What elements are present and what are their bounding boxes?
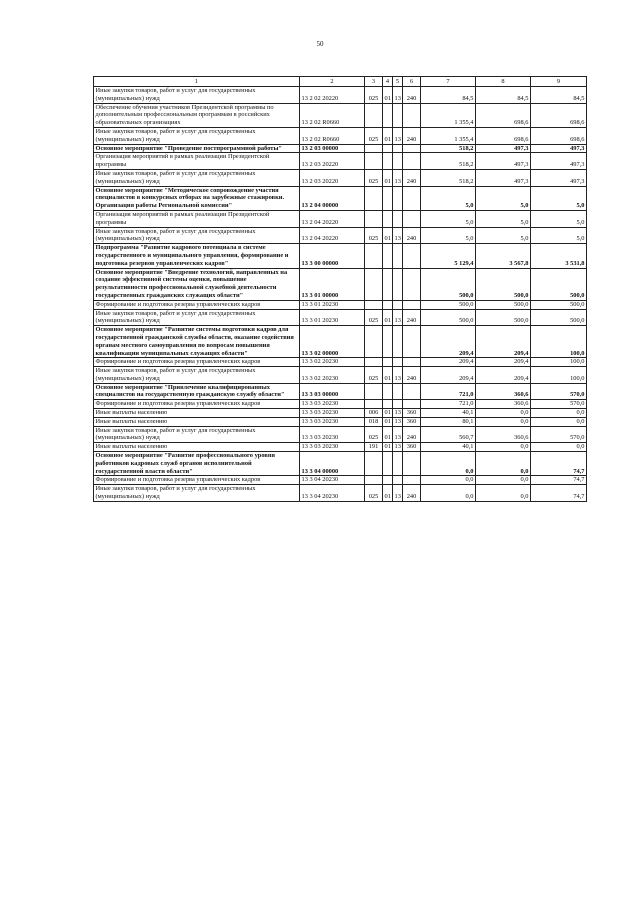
row-value-7-cell: 80,1 — [421, 417, 476, 426]
header-cell: 9 — [531, 77, 587, 87]
row-name-cell: Основное мероприятие "Проведение постпрограммной работы" — [94, 144, 300, 153]
row-value-8-cell: 209,4 — [476, 358, 531, 367]
row-type-cell: 240 — [403, 227, 421, 244]
table-row — [94, 210, 587, 227]
row-name-cell: Иные закупки товаров, работ и услуг для государственных (муниципальных) нужд — [94, 87, 300, 104]
row-subsection-cell — [393, 210, 403, 227]
row-value-9-cell: 74,7 — [531, 476, 587, 485]
row-type-cell — [403, 358, 421, 367]
row-section-cell — [383, 153, 393, 170]
row-value-7-cell: 1 355,4 — [421, 103, 476, 127]
table-row — [94, 326, 587, 358]
row-code-cell: 13 3 01 00000 — [300, 268, 365, 300]
row-code-cell: 13 3 04 20230 — [300, 485, 365, 502]
row-value-9-cell: 500,0 — [531, 268, 587, 300]
row-value-7-cell: 500,0 — [421, 309, 476, 326]
row-admin-cell — [365, 358, 383, 367]
row-type-cell — [403, 103, 421, 127]
row-value-9-cell: 497,3 — [531, 144, 587, 153]
table-body — [94, 87, 587, 502]
row-value-9-cell: 84,5 — [531, 87, 587, 104]
row-value-8-cell: 500,0 — [476, 300, 531, 309]
row-admin-cell: 025 — [365, 485, 383, 502]
header-cell: 8 — [476, 77, 531, 87]
row-name-cell: Иные выплаты населению — [94, 443, 300, 452]
row-name-cell: Иные выплаты населению — [94, 409, 300, 418]
row-code-cell: 13 2 02 R0660 — [300, 127, 365, 144]
row-type-cell — [403, 153, 421, 170]
table-row — [94, 300, 587, 309]
row-value-8-cell: 5,0 — [476, 210, 531, 227]
row-value-9-cell: 497,3 — [531, 169, 587, 186]
row-name-cell: Формирование и подготовка резерва управленческих кадров — [94, 476, 300, 485]
row-subsection-cell — [393, 476, 403, 485]
row-value-9-cell: 0,0 — [531, 443, 587, 452]
row-section-cell: 01 — [383, 367, 393, 384]
row-type-cell — [403, 326, 421, 358]
row-value-7-cell: 40,1 — [421, 443, 476, 452]
row-name-cell: Иные закупки товаров, работ и услуг для государственных (муниципальных) нужд — [94, 309, 300, 326]
row-type-cell: 240 — [403, 127, 421, 144]
row-value-8-cell: 3 567,8 — [476, 244, 531, 268]
row-value-8-cell: 500,0 — [476, 268, 531, 300]
header-cell: 3 — [365, 77, 383, 87]
row-code-cell: 13 2 03 20220 — [300, 169, 365, 186]
row-value-7-cell: 209,4 — [421, 326, 476, 358]
row-section-cell: 01 — [383, 227, 393, 244]
row-value-7-cell: 5,0 — [421, 210, 476, 227]
table-row — [94, 186, 587, 210]
row-name-cell: Основное мероприятие "Развитие системы подготовки кадров для государственной гражданской службы области, оказание содействия органам местного самоуправления по вопросам повышения квалификации муниципальных служащих области" — [94, 326, 300, 358]
row-value-9-cell: 500,0 — [531, 309, 587, 326]
row-admin-cell — [365, 268, 383, 300]
row-admin-cell: 191 — [365, 443, 383, 452]
row-name-cell: Организация мероприятий в рамках реализации Президентской программы — [94, 210, 300, 227]
row-value-7-cell: 721,0 — [421, 400, 476, 409]
row-name-cell: Формирование и подготовка резерва управленческих кадров — [94, 400, 300, 409]
row-code-cell: 13 2 04 00000 — [300, 186, 365, 210]
row-name-cell: Организация мероприятий в рамках реализации Президентской программы — [94, 153, 300, 170]
row-admin-cell — [365, 452, 383, 476]
row-subsection-cell — [393, 300, 403, 309]
row-name-cell: Основное мероприятие "Развитие профессионального уровня работников кадровых служб органов исполнительной государственной власти области" — [94, 452, 300, 476]
row-admin-cell — [365, 300, 383, 309]
row-value-8-cell: 0,0 — [476, 476, 531, 485]
row-name-cell: Основное мероприятие "Привлечение квалифицированных специалистов на государственную гражданскую службу области" — [94, 383, 300, 400]
row-admin-cell: 018 — [365, 417, 383, 426]
row-section-cell: 01 — [383, 169, 393, 186]
row-section-cell — [383, 186, 393, 210]
row-section-cell: 01 — [383, 485, 393, 502]
row-code-cell: 13 2 04 20220 — [300, 210, 365, 227]
row-subsection-cell: 13 — [393, 309, 403, 326]
table-row — [94, 244, 587, 268]
row-subsection-cell — [393, 103, 403, 127]
row-section-cell — [383, 244, 393, 268]
row-value-7-cell: 0,0 — [421, 485, 476, 502]
row-subsection-cell: 13 — [393, 127, 403, 144]
row-admin-cell: 025 — [365, 367, 383, 384]
header-cell: 6 — [403, 77, 421, 87]
row-value-8-cell: 360,6 — [476, 383, 531, 400]
row-value-8-cell: 0,0 — [476, 409, 531, 418]
row-type-cell — [403, 186, 421, 210]
row-code-cell: 13 3 00 00000 — [300, 244, 365, 268]
table-row — [94, 443, 587, 452]
row-type-cell: 240 — [403, 426, 421, 443]
page-number: 50 — [316, 40, 324, 48]
row-name-cell: Иные закупки товаров, работ и услуг для государственных (муниципальных) нужд — [94, 485, 300, 502]
row-value-7-cell: 1 355,4 — [421, 127, 476, 144]
row-subsection-cell — [393, 153, 403, 170]
row-admin-cell: 025 — [365, 87, 383, 104]
row-name-cell: Основное мероприятие "Методическое сопровождение участия специалистов в конкурсных отборах на зарубежные стажировки. Организация работы Региональной комиссии" — [94, 186, 300, 210]
row-subsection-cell — [393, 400, 403, 409]
row-section-cell — [383, 210, 393, 227]
row-code-cell: 13 2 03 00000 — [300, 144, 365, 153]
row-value-9-cell: 3 531,8 — [531, 244, 587, 268]
row-subsection-cell — [393, 452, 403, 476]
row-value-9-cell: 100,0 — [531, 367, 587, 384]
row-section-cell: 01 — [384, 443, 391, 451]
row-value-7-cell: 0,0 — [421, 476, 476, 485]
table-row — [94, 426, 587, 443]
row-value-9-cell: 100,0 — [531, 326, 587, 358]
row-value-7-cell: 721,0 — [421, 383, 476, 400]
row-code-cell: 13 3 03 00000 — [300, 383, 365, 400]
header-row — [94, 77, 587, 87]
row-section-cell: 01 — [384, 417, 391, 425]
row-name-cell: Основное мероприятие "Внедрение технологий, направленных на создание эффективной системы оценки, повышение результативности профессиональной служебной деятельности государственных гражданских служащих области" — [94, 268, 300, 300]
table-row — [94, 87, 587, 104]
table-row — [94, 409, 587, 418]
row-value-7-cell: 209,4 — [421, 358, 476, 367]
row-subsection-cell: 13 — [393, 426, 403, 443]
row-type-cell — [403, 476, 421, 485]
row-code-cell: 13 3 04 00000 — [300, 452, 365, 476]
header-cell: 7 — [421, 77, 476, 87]
row-value-7-cell: 0,0 — [421, 452, 476, 476]
table-row — [94, 103, 587, 127]
row-value-9-cell: 74,7 — [531, 485, 587, 502]
row-admin-cell: 025 — [365, 227, 383, 244]
row-type-cell — [403, 400, 421, 409]
row-type-cell: 240 — [403, 309, 421, 326]
row-value-8-cell: 209,4 — [476, 326, 531, 358]
row-name-cell: Обеспечение обучения участников Президентской программы по дополнительным профессиональным программам в российских образовательных организациях — [94, 103, 300, 127]
row-type-cell — [403, 144, 421, 153]
row-section-cell — [383, 400, 393, 409]
header-cell: 4 — [383, 77, 393, 87]
row-value-7-cell: 5,0 — [421, 186, 476, 210]
row-value-9-cell: 698,6 — [531, 127, 587, 144]
row-admin-cell — [365, 103, 383, 127]
row-admin-cell — [365, 144, 383, 153]
row-value-7-cell: 518,2 — [421, 144, 476, 153]
row-code-cell: 13 3 02 20230 — [300, 358, 365, 367]
row-value-9-cell: 100,0 — [531, 358, 587, 367]
row-admin-cell: 025 — [365, 169, 383, 186]
row-value-8-cell: 0,0 — [476, 452, 531, 476]
row-value-9-cell: 497,3 — [531, 153, 587, 170]
row-type-cell: 240 — [403, 87, 421, 104]
row-admin-cell: 006 — [365, 409, 383, 418]
row-value-8-cell: 5,0 — [476, 227, 531, 244]
row-admin-cell — [365, 476, 383, 485]
row-value-9-cell: 500,0 — [531, 300, 587, 309]
row-value-8-cell: 0,0 — [476, 485, 531, 502]
row-section-cell — [383, 383, 393, 400]
row-admin-cell — [365, 186, 383, 210]
row-subsection-cell — [393, 268, 403, 300]
row-value-7-cell: 500,0 — [421, 268, 476, 300]
row-value-8-cell: 0,0 — [476, 417, 531, 426]
row-name-cell: Иные закупки товаров, работ и услуг для государственных (муниципальных) нужд — [94, 127, 300, 144]
row-value-7-cell: 5,0 — [421, 227, 476, 244]
row-type-cell: 240 — [403, 485, 421, 502]
row-admin-cell — [365, 400, 383, 409]
row-type-cell: 360 — [403, 443, 421, 452]
table-row — [94, 227, 587, 244]
row-subsection-cell — [393, 383, 403, 400]
row-value-7-cell: 518,2 — [421, 169, 476, 186]
row-value-7-cell: 560,7 — [421, 426, 476, 443]
row-code-cell: 13 3 02 00000 — [300, 326, 365, 358]
row-value-8-cell: 497,3 — [476, 153, 531, 170]
row-code-cell: 13 3 04 20230 — [300, 476, 365, 485]
row-code-cell: 13 2 03 20220 — [300, 153, 365, 170]
row-admin-cell — [365, 326, 383, 358]
row-code-cell: 13 3 03 20230 — [300, 417, 365, 426]
row-name-cell: Иные закупки товаров, работ и услуг для государственных (муниципальных) нужд — [94, 426, 300, 443]
row-section-cell — [383, 268, 393, 300]
row-name-cell: Иные закупки товаров, работ и услуг для государственных (муниципальных) нужд — [94, 367, 300, 384]
row-section-cell — [383, 476, 393, 485]
row-value-9-cell: 570,0 — [531, 383, 587, 400]
row-value-7-cell: 209,4 — [421, 367, 476, 384]
row-value-9-cell: 570,0 — [531, 400, 587, 409]
row-subsection-cell: 13 — [394, 443, 401, 451]
table-row — [94, 268, 587, 300]
table-row — [94, 144, 587, 153]
row-subsection-cell: 13 — [394, 417, 401, 425]
row-subsection-cell: 13 — [393, 485, 403, 502]
row-subsection-cell: 13 — [393, 227, 403, 244]
row-value-8-cell: 497,3 — [476, 169, 531, 186]
row-value-7-cell: 84,5 — [421, 87, 476, 104]
row-admin-cell — [365, 153, 383, 170]
row-value-8-cell: 209,4 — [476, 367, 531, 384]
table-row — [94, 127, 587, 144]
row-code-cell: 13 2 04 20220 — [300, 227, 365, 244]
row-subsection-cell: 13 — [393, 87, 403, 104]
header-cell: 2 — [300, 77, 365, 87]
row-value-9-cell: 0,0 — [531, 409, 587, 418]
row-section-cell: 01 — [383, 309, 393, 326]
row-section-cell: 01 — [383, 87, 393, 104]
row-name-cell: Подпрограмма "Развитие кадрового потенциала в системе государственного и муниципального управления, формирование и подготовка резервов управленческих кадров" — [94, 244, 300, 268]
row-admin-cell — [365, 244, 383, 268]
row-section-cell: 01 — [383, 426, 393, 443]
row-type-cell: 240 — [403, 169, 421, 186]
row-name-cell: Иные закупки товаров, работ и услуг для государственных (муниципальных) нужд — [94, 169, 300, 186]
row-value-9-cell: 5,0 — [531, 227, 587, 244]
row-code-cell: 13 3 03 20230 — [300, 443, 365, 452]
row-value-8-cell: 500,0 — [476, 309, 531, 326]
row-subsection-cell — [393, 358, 403, 367]
row-section-cell — [383, 144, 393, 153]
table-row — [94, 400, 587, 409]
row-code-cell: 13 3 01 20230 — [300, 300, 365, 309]
row-value-8-cell: 698,6 — [476, 127, 531, 144]
row-subsection-cell: 13 — [393, 367, 403, 384]
row-name-cell: Иные выплаты населению — [94, 417, 300, 426]
row-code-cell: 13 3 02 20230 — [300, 367, 365, 384]
row-subsection-cell: 13 — [393, 169, 403, 186]
row-code-cell: 13 2 02 20220 — [300, 87, 365, 104]
row-value-8-cell: 698,6 — [476, 103, 531, 127]
row-type-cell — [403, 452, 421, 476]
header-cell: 1 — [94, 77, 300, 87]
row-value-7-cell: 5 129,4 — [421, 244, 476, 268]
row-section-cell — [383, 326, 393, 358]
row-type-cell — [403, 383, 421, 400]
row-value-8-cell: 360,6 — [476, 426, 531, 443]
row-code-cell: 13 3 01 20230 — [300, 309, 365, 326]
row-value-9-cell: 570,0 — [531, 426, 587, 443]
row-code-cell: 13 3 03 20230 — [300, 426, 365, 443]
row-section-cell: 01 — [384, 409, 391, 417]
table-row — [94, 309, 587, 326]
row-code-cell: 13 3 03 20230 — [300, 400, 365, 409]
row-value-8-cell: 360,6 — [476, 400, 531, 409]
row-value-7-cell: 500,0 — [421, 300, 476, 309]
row-subsection-cell: 13 — [394, 409, 401, 417]
row-value-9-cell: 5,0 — [531, 186, 587, 210]
table-row — [94, 153, 587, 170]
row-value-8-cell: 497,3 — [476, 144, 531, 153]
row-type-cell — [403, 300, 421, 309]
row-name-cell: Иные закупки товаров, работ и услуг для государственных (муниципальных) нужд — [94, 227, 300, 244]
row-admin-cell — [365, 383, 383, 400]
row-admin-cell — [365, 210, 383, 227]
row-value-8-cell: 0,0 — [476, 443, 531, 452]
row-admin-cell: 025 — [365, 309, 383, 326]
row-admin-cell: 025 — [365, 127, 383, 144]
row-value-7-cell: 518,2 — [421, 153, 476, 170]
row-type-cell: 360 — [403, 409, 421, 418]
table-row — [94, 417, 587, 426]
row-code-cell: 13 3 03 20230 — [300, 409, 365, 418]
row-value-9-cell: 0,0 — [531, 417, 587, 426]
row-value-8-cell: 84,5 — [476, 87, 531, 104]
row-admin-cell: 025 — [365, 426, 383, 443]
table-row — [94, 485, 587, 502]
row-name-cell: Формирование и подготовка резерва управленческих кадров — [94, 358, 300, 367]
row-name-cell: Формирование и подготовка резерва управленческих кадров — [94, 300, 300, 309]
table-row — [94, 367, 587, 384]
row-type-cell — [403, 244, 421, 268]
row-value-9-cell: 5,0 — [531, 210, 587, 227]
row-section-cell — [383, 452, 393, 476]
row-value-7-cell: 40,1 — [421, 409, 476, 418]
header-cell: 5 — [393, 77, 403, 87]
row-value-8-cell: 5,0 — [476, 186, 531, 210]
table-row — [94, 452, 587, 476]
row-type-cell — [403, 210, 421, 227]
row-value-9-cell: 698,6 — [531, 103, 587, 127]
row-section-cell: 01 — [383, 127, 393, 144]
table-row — [94, 476, 587, 485]
row-section-cell — [383, 103, 393, 127]
row-subsection-cell — [393, 244, 403, 268]
row-subsection-cell — [393, 144, 403, 153]
table-row — [94, 169, 587, 186]
row-type-cell: 360 — [403, 417, 421, 426]
row-subsection-cell — [393, 326, 403, 358]
row-type-cell: 240 — [403, 367, 421, 384]
row-section-cell — [383, 358, 393, 367]
row-subsection-cell — [393, 186, 403, 210]
budget-table — [93, 76, 587, 502]
row-value-9-cell: 74,7 — [531, 452, 587, 476]
table-row — [94, 383, 587, 400]
row-code-cell: 13 2 02 R0660 — [300, 103, 365, 127]
table-row — [94, 358, 587, 367]
row-section-cell — [383, 300, 393, 309]
row-type-cell — [403, 268, 421, 300]
